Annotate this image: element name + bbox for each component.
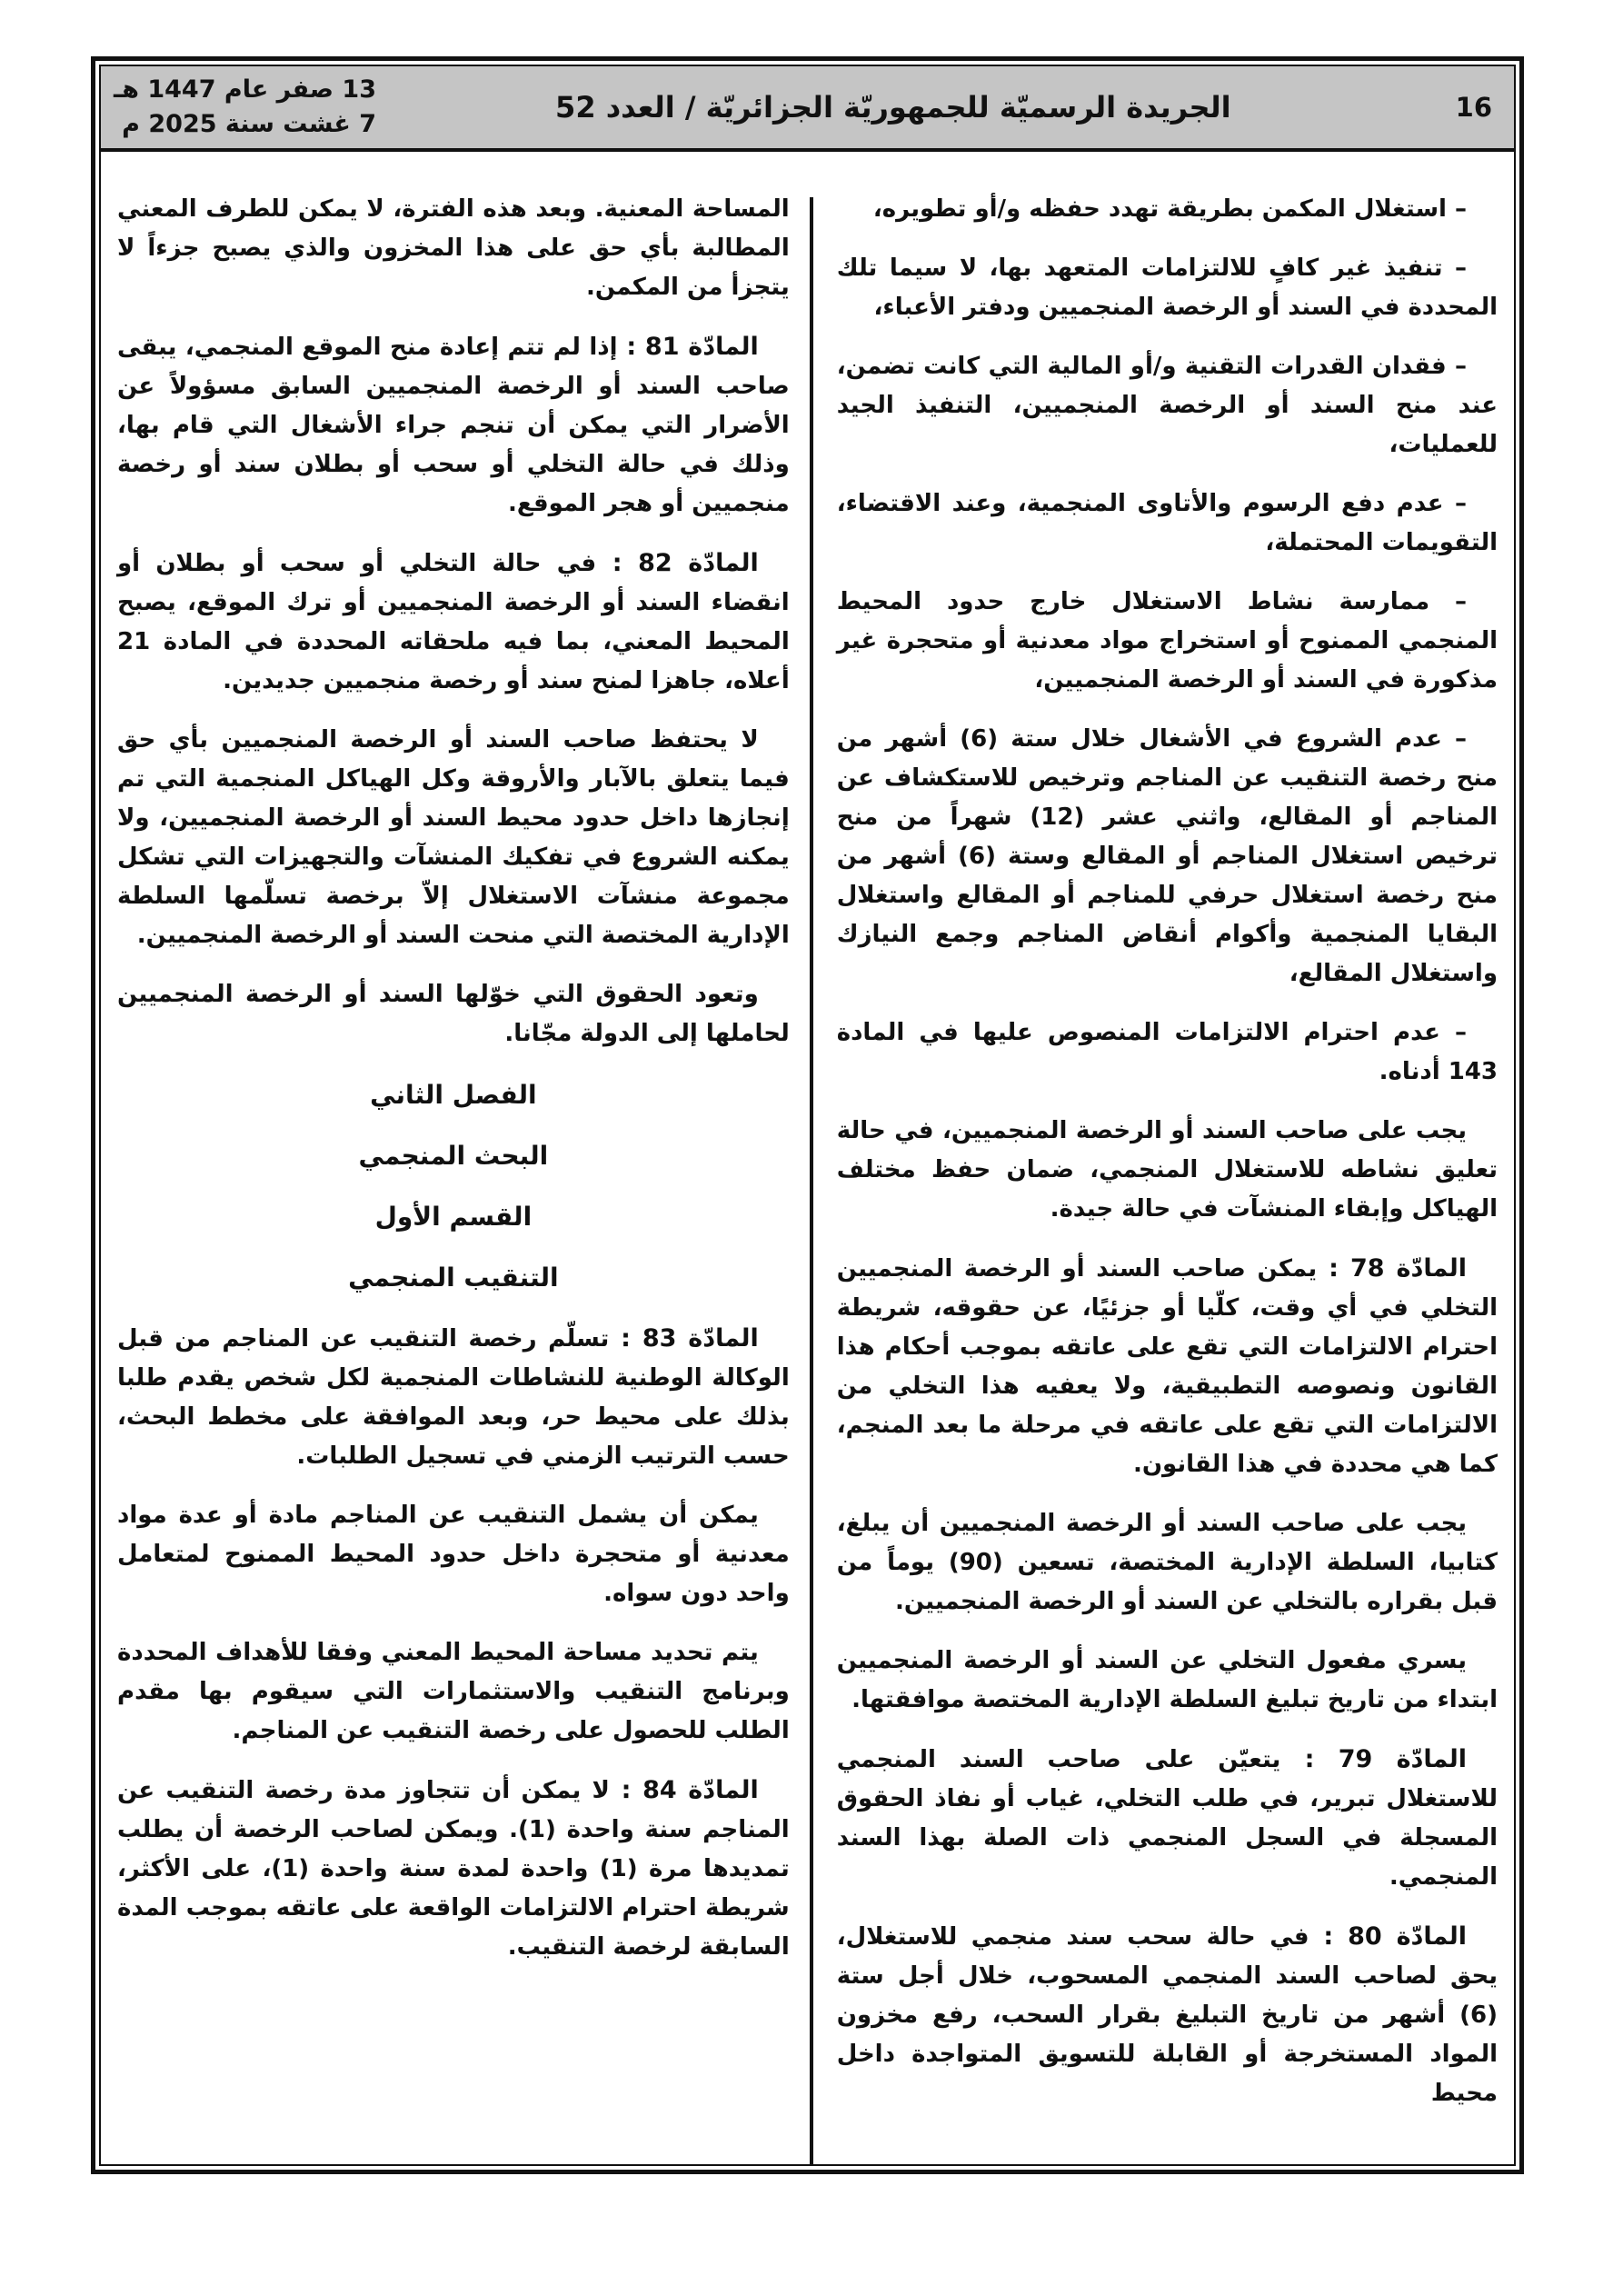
article-paragraph: المادّة 83 : تسلّم رخصة التنقيب عن المناجم من قبل الوكالة الوطنية للنشاطات المنجمية لكل شخص يقدم طلبا بذلك على محيط حر، وبعد الموافقة على مخطط البحث، حسب الترتيب الزمني في تسجيل الطلبات.	[117, 1324, 790, 1470]
article-label: المادّة 81 :	[617, 333, 759, 361]
page-frame	[91, 56, 1524, 2174]
article-label: المادّة 82 :	[596, 549, 759, 577]
page-frame-inner	[99, 65, 1516, 2166]
paragraph: يجب على صاحب السند أو الرخصة المنجميين، في حالة تعليق نشاطه للاستغلال المنجمي، ضمان حفظ مختلف الهياكل وإبقاء المنشآت في حالة جيدة.	[836, 1117, 1498, 1223]
dash-item: – عدم احترام الالتزامات المنصوص عليها في المادة 143 أدناه.	[836, 1019, 1498, 1085]
section-heading: التنقيب المنجمي	[348, 1263, 559, 1293]
column-left	[101, 190, 813, 2164]
dash-item: – استغلال المكمن بطريقة تهدد حفظه و/أو تطويره،	[872, 195, 1467, 223]
article-paragraph: المادّة 80 : في حالة سحب سند منجمي للاستغلال، يحق لصاحب السند المنجمي المسحوب، خلال أجل ستة (6) أشهر من تاريخ التبليغ بقرار السحب، رفع مخزون المواد المستخرجة أو القابلة للتسويق المتواجدة داخل محيط	[836, 1922, 1498, 2107]
section-heading: البحث المنجمي	[358, 1141, 549, 1171]
dash-item: – تنفيذ غير كافٍ للالتزامات المتعهد بها، لا سيما تلك المحددة في السند أو الرخصة المنجميين ودفتر الأعباء،	[836, 255, 1498, 321]
article-label: المادّة 83 :	[609, 1324, 759, 1353]
section-heading: القسم الأول	[374, 1202, 533, 1232]
article-paragraph: المادّة 79 : يتعيّن على صاحب السند المنجمي للاستغلال تبرير، في طلب التخلي، غياب أو نفاذ الحقوق المسجلة في السجل المنجمي ذات الصلة بهذا السند المنجمي.	[836, 1745, 1498, 1891]
article-label: المادّة 84 :	[609, 1776, 759, 1804]
header-dates	[114, 73, 376, 142]
journal-title: الجريدة الرسميّة للجمهوريّة الجزائريّة / العدد 52	[555, 90, 1231, 125]
article-label: المادّة 79 :	[1280, 1745, 1467, 1773]
page-body	[101, 152, 1514, 2164]
column-right	[813, 190, 1514, 2164]
dash-item: – عدم الشروع في الأشغال خلال ستة (6) أشهر من منح رخصة التنقيب عن المناجم وترخيص للاستكشاف عن المناجم أو المقالع، واثني عشر (12) شهراً من منح ترخيص استغلال المناجم أو المقالع وستة (6) أشهر من منح رخصة استغلال حرفي للمناجم أو المقالع واستغلال البقايا المنجمية وأكوام أنقاض المناجم وجمع النيازك واستغلال المقالع،	[836, 725, 1498, 987]
paragraph: يمكن أن يشمل التنقيب عن المناجم مادة أو عدة مواد معدنية أو متحجرة داخل حدود المحيط الممنوح لمتعامل واحد دون سواه.	[117, 1502, 790, 1607]
section-heading: الفصل الثاني	[370, 1080, 537, 1110]
dash-item: – عدم دفع الرسوم والأتاوى المنجمية، وعند الاقتضاء، التقويمات المحتملة،	[836, 490, 1498, 556]
gregorian-date: 7 غشت سنة 2025 م	[122, 110, 376, 138]
article-paragraph: المادّة 82 : في حالة التخلي أو سحب أو بطلان أو انقضاء السند أو الرخصة المنجميين أو ترك الموقع، يصبح المحيط المعني، بما فيه ملحقاته المحددة في المادة 21 أعلاه، جاهزا لمنح سند أو رخصة منجميين جديدين.	[117, 549, 790, 694]
paragraph: يتم تحديد مساحة المحيط المعني وفقا للأهداف المحددة وبرنامج التنقيب والاستثمارات التي سيقوم بها مقدم الطلب للحصول على رخصة التنقيب عن المناجم.	[117, 1639, 790, 1744]
page-number: 16	[1455, 92, 1492, 123]
column-divider	[810, 197, 813, 2164]
article-paragraph: المادّة 81 : إذا لم تتم إعادة منح الموقع المنجمي، يبقى صاحب السند أو الرخصة المنجميين السابق مسؤولاً عن الأضرار التي يمكن أن تنجم جراء الأشغال التي قام بها، وذلك في حالة التخلي أو سحب أو بطلان سند أو رخصة منجميين أو هجر الموقع.	[117, 333, 790, 517]
paragraph: وتعود الحقوق التي خوّلها السند أو الرخصة المنجميين لحاملها إلى الدولة مجّانا.	[117, 981, 790, 1047]
dash-item: – فقدان القدرات التقنية و/أو المالية التي كانت تضمن، عند منح السند أو الرخصة المنجميين، التنفيذ الجيد للعمليات،	[836, 353, 1498, 458]
article-paragraph: المادّة 78 : يمكن صاحب السند أو الرخصة المنجميين التخلي في أي وقت، كلّيا أو جزئيًا، عن حقوقه، شريطة احترام الالتزامات التي تقع على عاتقه بموجب أحكام هذا القانون ونصوصه التطبيقية، ولا يعفيه هذا التخلي من الالتزامات التي تقع على عاتقه في مرحلة ما بعد المنجم، كما هي محددة في هذا القانون.	[836, 1254, 1498, 1478]
paragraph: لا يحتفظ صاحب السند أو الرخصة المنجميين بأي حق فيما يتعلق بالآبار والأروقة وكل الهياكل المنجمية التي تم إنجازها داخل حدود محيط السند أو الرخصة المنجميين، ولا يمكنه الشروع في تفكيك المنشآت والتجهيزات التي تشكل مجموعة منشآت الاستغلال إلاّ برخصة تسلّمها السلطة الإدارية المختصة التي منحت السند أو الرخصة المنجميين.	[117, 726, 790, 949]
paragraph: يسري مفعول التخلي عن السند أو الرخصة المنجميين ابتداء من تاريخ تبليغ السلطة الإدارية المختصة موافقتها.	[836, 1647, 1498, 1713]
dash-item: – ممارسة نشاط الاستغلال خارج حدود المحيط المنجمي الممنوح أو استخراج مواد معدنية أو متحجرة غير مذكورة في السند أو الرخصة المنجميين،	[836, 588, 1498, 694]
hijri-date: 13 صفر عام 1447 هـ	[114, 75, 376, 104]
article-label: المادّة 80 :	[1309, 1922, 1467, 1951]
article-label: المادّة 78 :	[1317, 1254, 1467, 1283]
paragraph: المساحة المعنية. وبعد هذه الفترة، لا يمكن للطرف المعني المطالبة بأي حق على هذا المخزون والذي يصبح جزءاً لا يتجزأ من المكمن.	[117, 195, 790, 301]
page-header	[101, 66, 1514, 152]
article-paragraph: المادّة 84 : لا يمكن أن تتجاوز مدة رخصة التنقيب عن المناجم سنة واحدة (1). ويمكن لصاحب الرخصة أن يطلب تمديدها مرة (1) واحدة لمدة سنة واحدة (1)، على الأكثر، شريطة احترام الالتزامات الواقعة على عاتقه بموجب المدة السابقة لرخصة التنقيب.	[117, 1776, 790, 1961]
paragraph: يجب على صاحب السند أو الرخصة المنجميين أن يبلغ، كتابيا، السلطة الإدارية المختصة، تسعين (90) يوماً من قبل بقراره بالتخلي عن السند أو الرخصة المنجميين.	[836, 1510, 1498, 1615]
